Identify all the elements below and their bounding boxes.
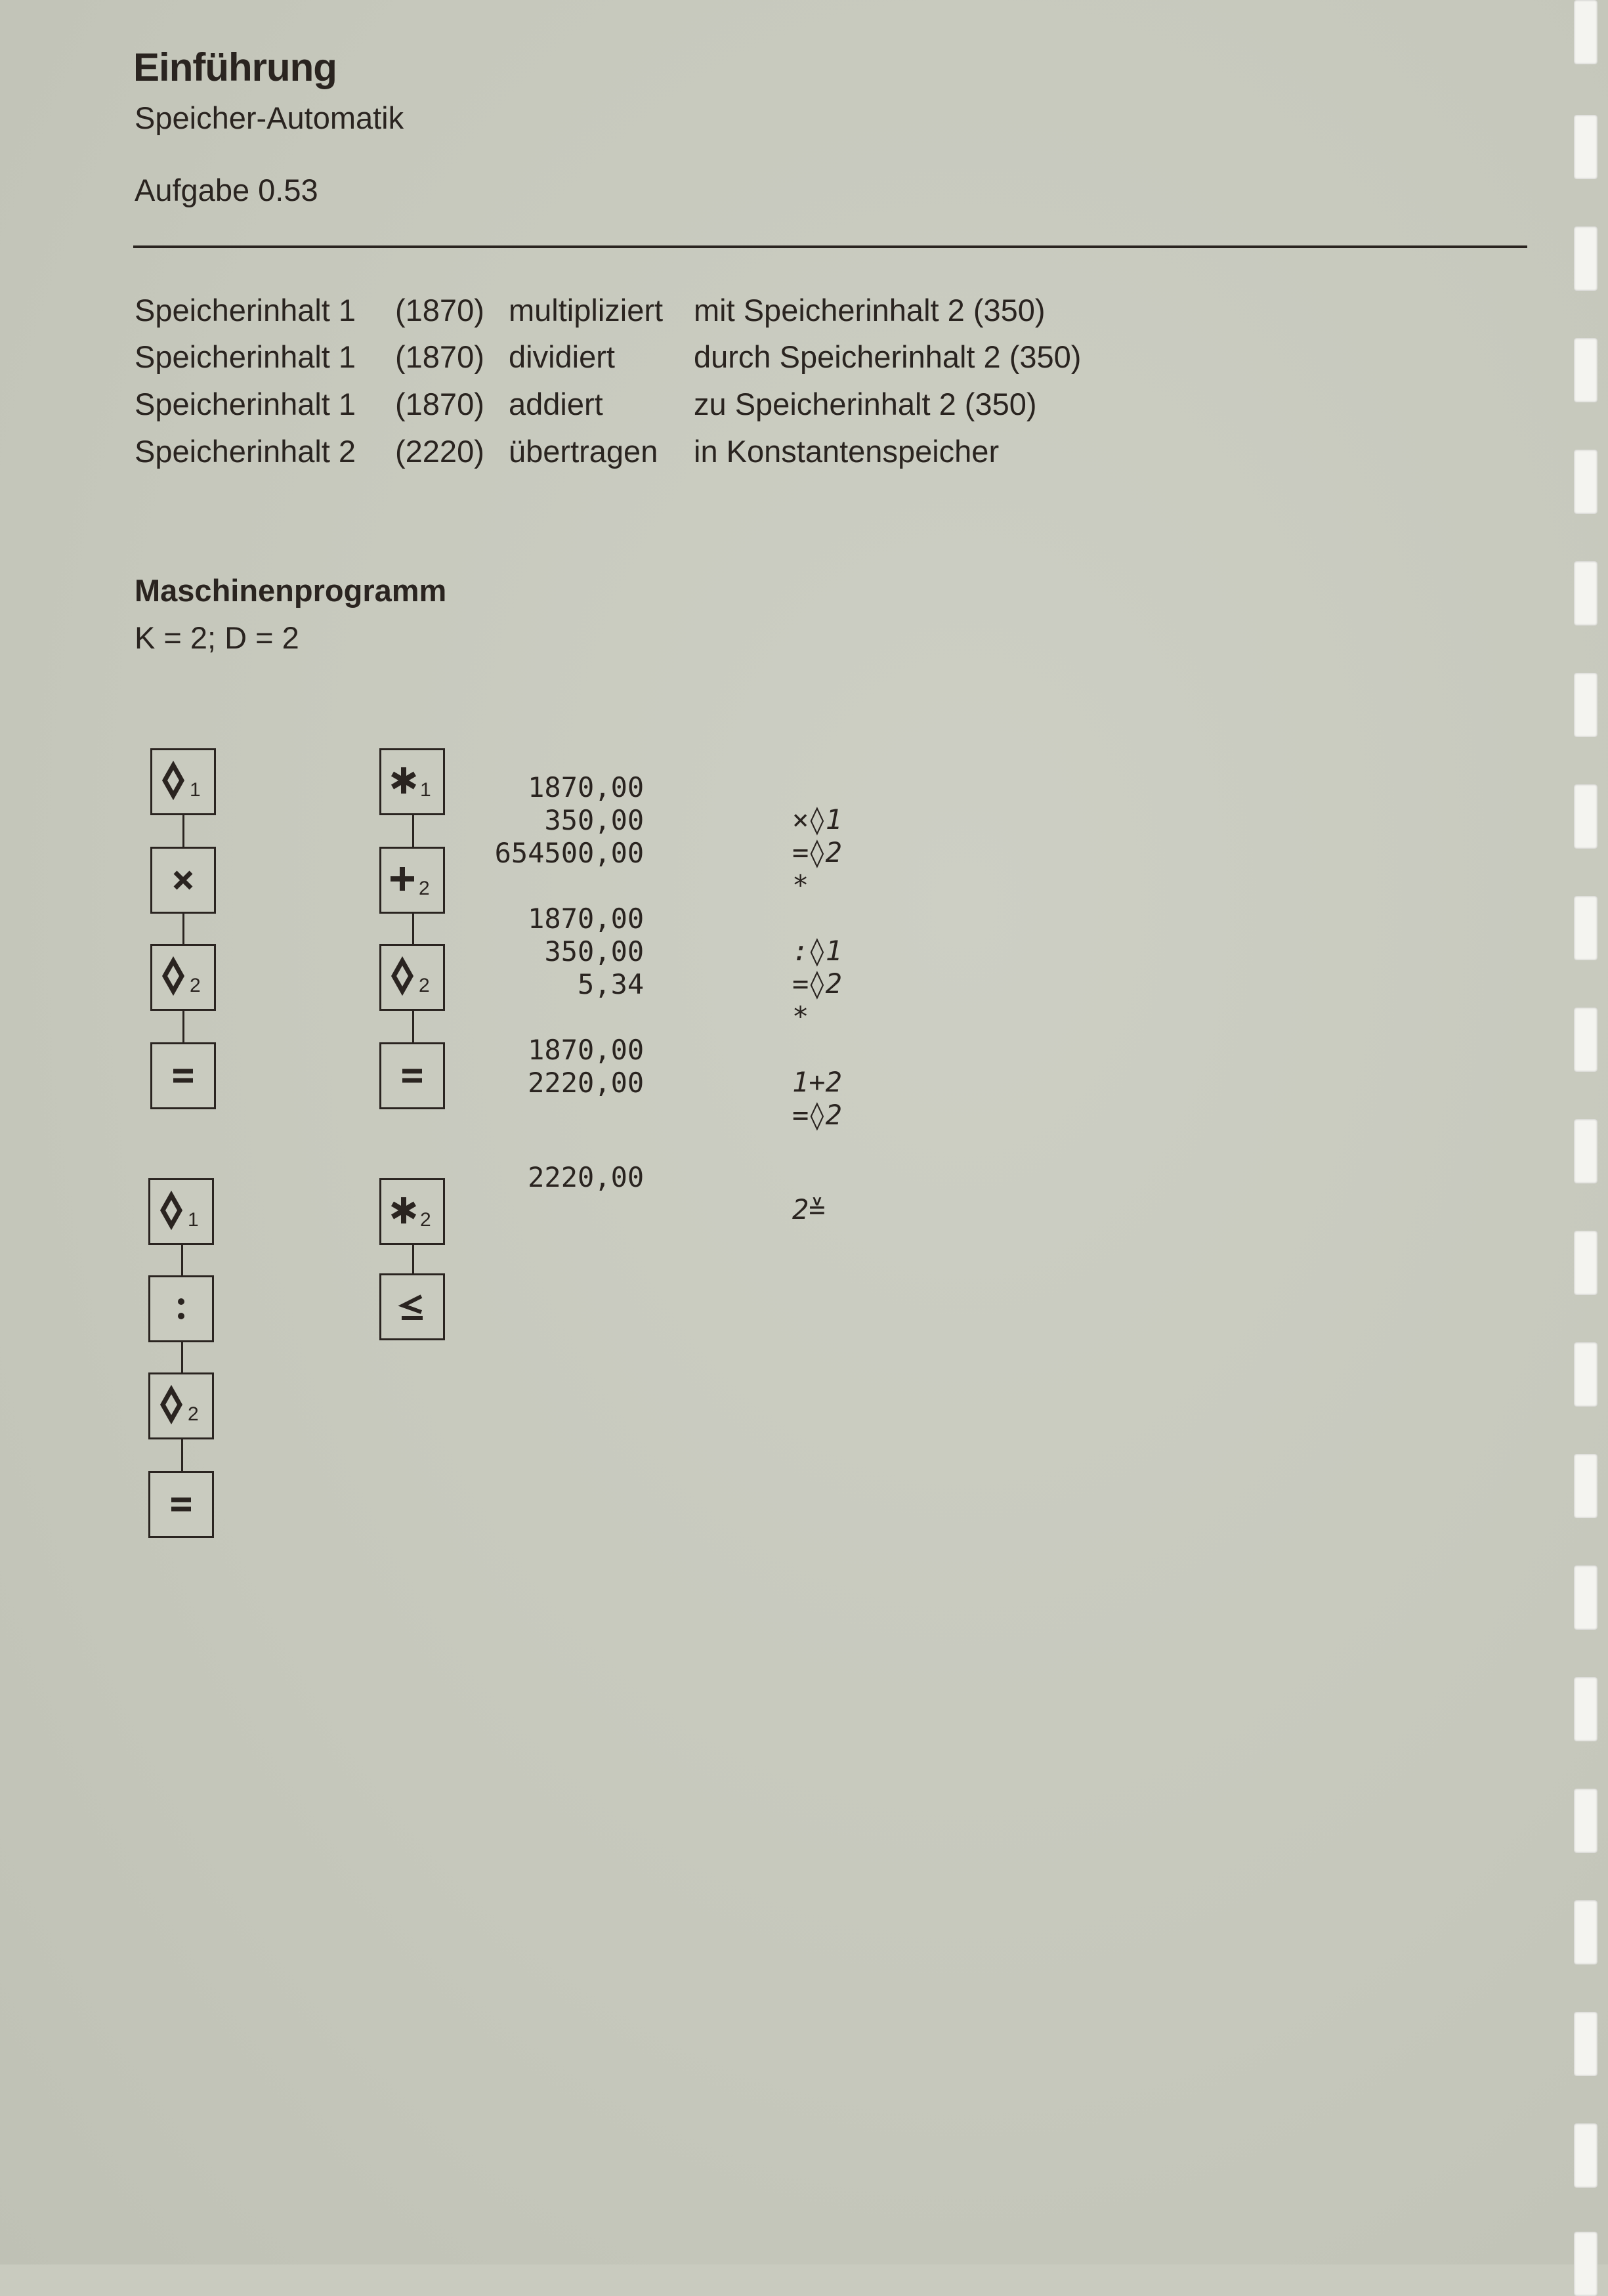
desc-col-d: durch Speicherinhalt 2 (350) (694, 339, 1082, 374)
asterisk-icon (389, 1192, 435, 1231)
binding-hole (1574, 2012, 1597, 2076)
binding-hole (1574, 1454, 1597, 1518)
key-subscript: 1 (190, 779, 201, 801)
desc-col-c: multipliziert (509, 293, 664, 328)
desc-col-b: (1870) (395, 293, 484, 328)
binding-hole (1574, 2232, 1597, 2296)
key-subscript: 2 (419, 878, 430, 899)
diamond-icon (389, 958, 435, 997)
key-subscript: 2 (419, 975, 430, 996)
binding-hole (1574, 1789, 1597, 1853)
desc-col-a: Speicherinhalt 1 (135, 339, 356, 374)
desc-col-c: übertragen (509, 434, 658, 469)
key-subscript: 2 (188, 1403, 199, 1425)
tape-number: 654500,00 (494, 837, 645, 869)
binding-hole (1574, 1900, 1597, 1965)
tape-number: 5,34 (578, 968, 645, 1000)
equals-key (148, 1471, 214, 1538)
memory-recall-key-2 (148, 1372, 214, 1439)
memory-plus-key-2 (379, 847, 445, 914)
binding-hole (1574, 115, 1597, 179)
binding-hole (1574, 896, 1597, 960)
binding-hole (1574, 338, 1597, 402)
binding-hole (1574, 1342, 1597, 1407)
desc-col-c: dividiert (509, 339, 615, 374)
memory-recall-key-2 (150, 944, 216, 1011)
binding-hole (1574, 0, 1597, 64)
binding-hole (1574, 1119, 1597, 1183)
memory-store-key-1 (379, 748, 445, 815)
desc-col-d: mit Speicherinhalt 2 (350) (694, 293, 1046, 328)
memory-recall-key-2 (379, 944, 445, 1011)
tape-number: 2220,00 (528, 1067, 645, 1099)
tape-symbol: ×◊1 (792, 803, 842, 836)
desc-col-d: in Konstantenspeicher (694, 434, 1000, 469)
program-params: K = 2; D = 2 (135, 620, 299, 655)
desc-col-d: zu Speicherinhalt 2 (350) (694, 387, 1037, 421)
binding-hole (1574, 673, 1597, 737)
divide-icon (168, 1296, 194, 1322)
key-subscript: 2 (190, 975, 201, 996)
diamond-icon (158, 1192, 204, 1231)
desc-col-b: (1870) (395, 339, 484, 374)
tape-symbol: =◊2 (792, 967, 842, 1000)
binding-hole (1574, 1008, 1597, 1072)
memory-recall-key-1 (150, 748, 216, 815)
page-subtitle: Speicher-Automatik (135, 100, 404, 135)
memory-recall-key-1 (148, 1178, 214, 1245)
equals-icon (170, 1063, 196, 1089)
key-subscript: 2 (420, 1209, 431, 1231)
tape-number: 1870,00 (528, 1034, 645, 1066)
constant-icon (398, 1292, 427, 1321)
binding-hole (1574, 561, 1597, 626)
tape-number: 1870,00 (528, 771, 645, 803)
divide-key (148, 1275, 214, 1342)
tape-symbol: * (792, 1000, 809, 1032)
key-subscript: 1 (188, 1209, 199, 1231)
desc-col-a: Speicherinhalt 1 (135, 387, 356, 421)
task-label: Aufgabe 0.53 (135, 173, 318, 207)
binding-hole (1574, 1677, 1597, 1741)
tape-symbol: =◊2 (792, 1099, 842, 1131)
binding-hole (1574, 784, 1597, 849)
tape-symbol: 1+2 (792, 1066, 842, 1098)
binding-hole (1574, 2123, 1597, 2188)
binding-hole (1574, 226, 1597, 291)
equals-icon (168, 1491, 194, 1518)
diamond-icon (160, 958, 206, 997)
page-title: Einführung (133, 45, 337, 89)
memory-store-key-2 (379, 1178, 445, 1245)
desc-col-c: addiert (509, 387, 603, 421)
binding-hole (1574, 450, 1597, 514)
tape-line (528, 1129, 826, 1258)
binding-hole (1574, 1231, 1597, 1295)
desc-col-b: (1870) (395, 387, 484, 421)
desc-col-a: Speicherinhalt 1 (135, 293, 356, 328)
multiply-icon (170, 867, 196, 893)
diamond-icon (158, 1386, 204, 1426)
asterisk-icon (389, 762, 435, 801)
constant-memory-key (379, 1273, 445, 1340)
plus-icon (389, 861, 435, 900)
program-title: Maschinenprogramm (135, 573, 447, 608)
desc-col-a: Speicherinhalt 2 (135, 434, 356, 469)
tape-symbol: * (792, 869, 809, 901)
tape-number: 350,00 (544, 804, 645, 836)
equals-icon (399, 1063, 425, 1089)
key-subscript: 1 (420, 779, 431, 801)
tape-number: 1870,00 (528, 903, 645, 935)
diamond-icon (160, 762, 206, 801)
divider (133, 245, 1527, 248)
tape-symbol: 2≚ (792, 1193, 826, 1225)
desc-col-b: (2220) (395, 434, 484, 469)
multiply-key (150, 847, 216, 914)
equals-key (379, 1042, 445, 1109)
tape-number: 2220,00 (528, 1161, 645, 1193)
equals-key (150, 1042, 216, 1109)
tape-symbol: :◊1 (792, 935, 842, 967)
binding-hole (1574, 1565, 1597, 1630)
tape-number: 350,00 (544, 935, 645, 967)
tape-symbol: =◊2 (792, 836, 842, 868)
